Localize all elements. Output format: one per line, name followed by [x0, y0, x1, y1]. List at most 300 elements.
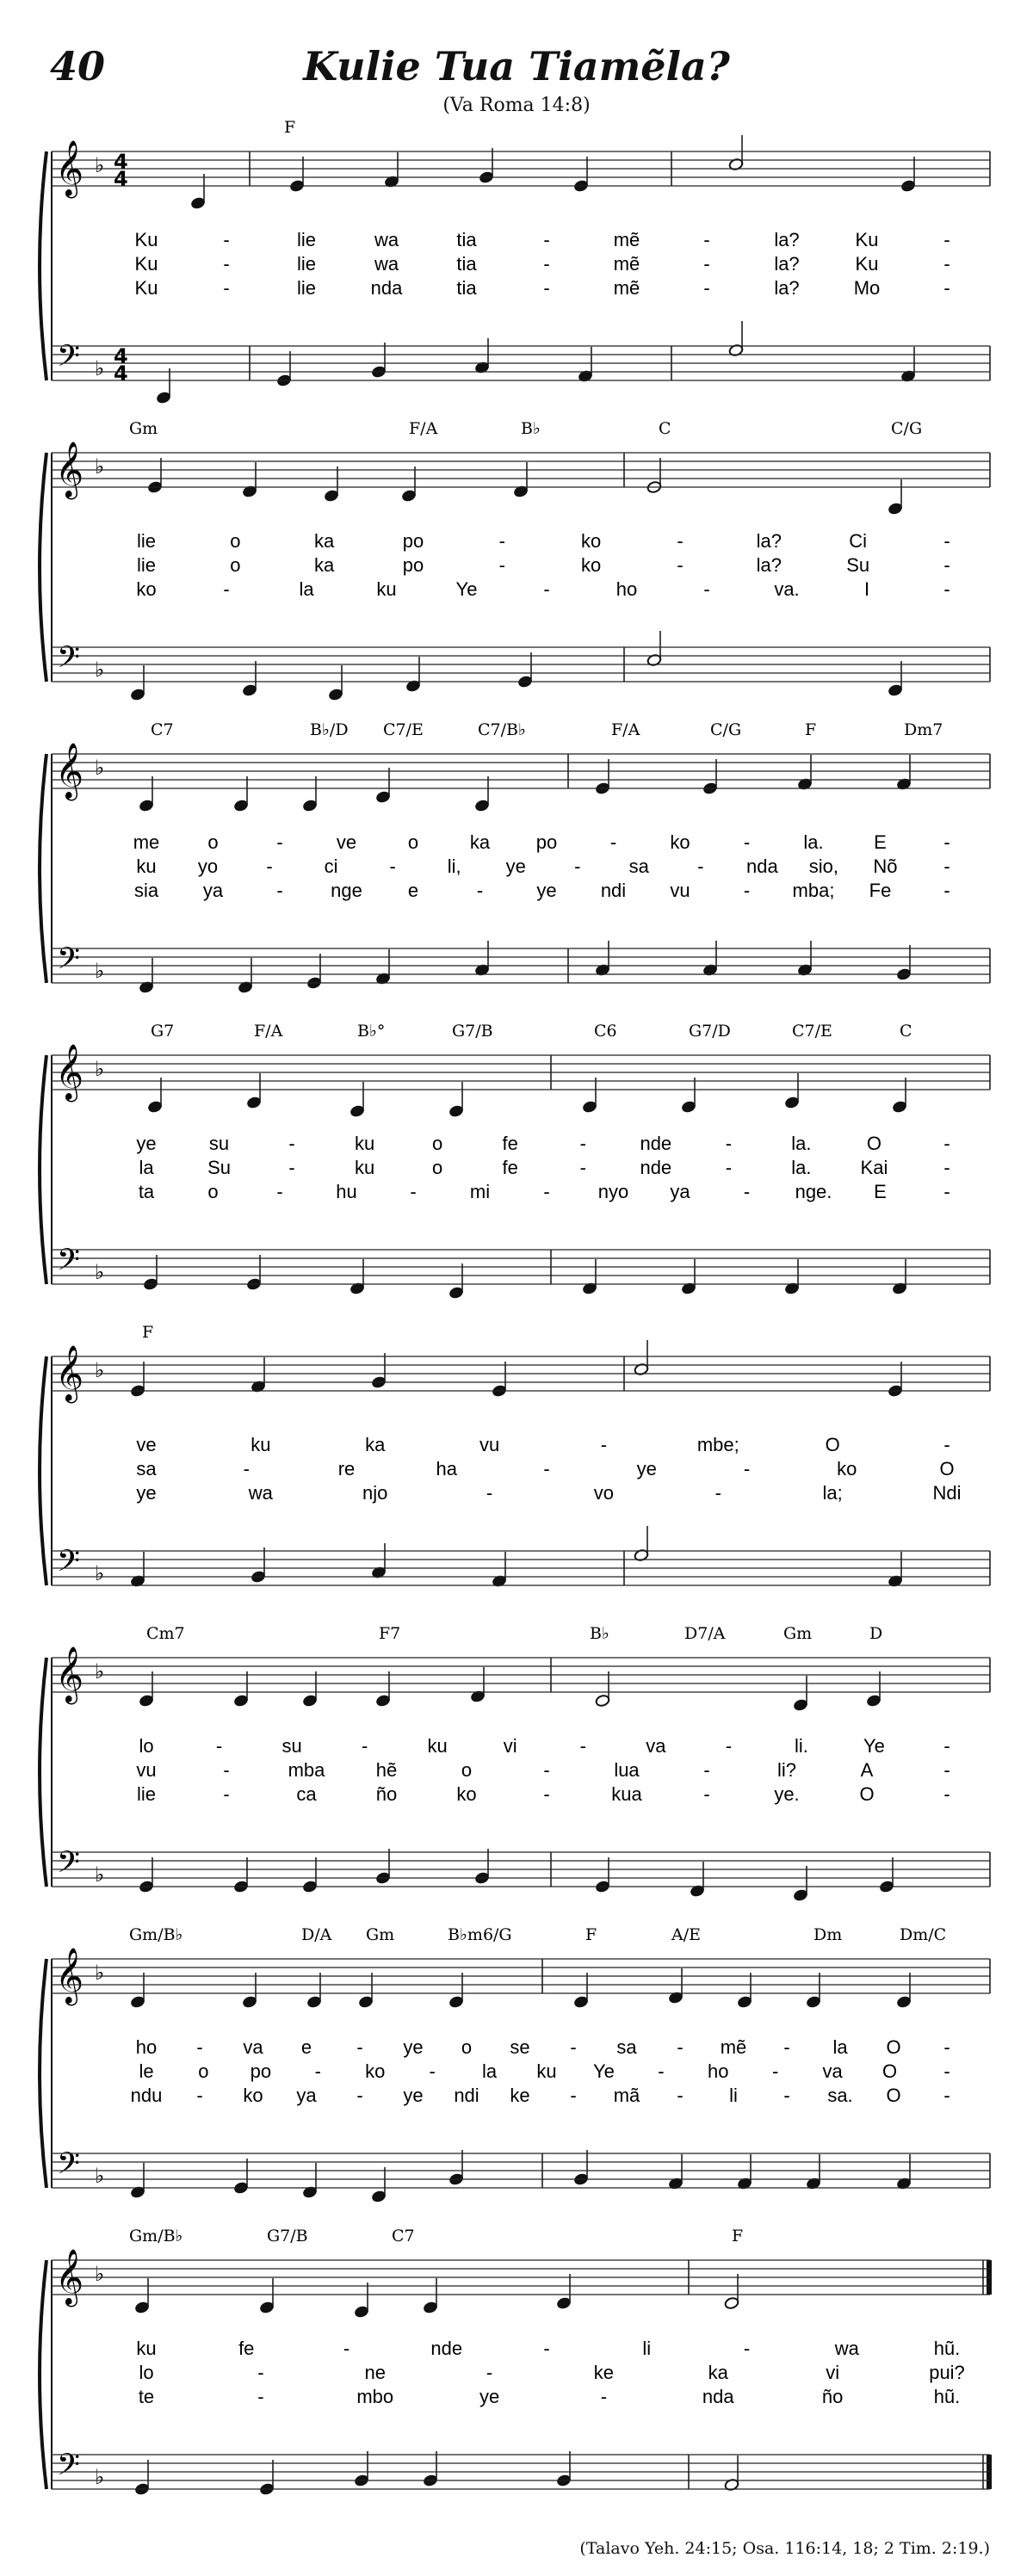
lyric-syllable: lie [136, 530, 157, 552]
lyric-syllable: ño [821, 2386, 844, 2407]
lyric-syllable: ku [355, 1133, 375, 1154]
bass-clef: 𝄢 [57, 1844, 81, 1887]
key-signature-flat: ♭ [95, 2465, 105, 2489]
lyric-syllable: re [337, 1458, 356, 1480]
lyric-hyphen: - [543, 578, 550, 600]
lyric-syllable: fe [502, 1133, 518, 1154]
lyric-syllable: ye. [774, 1783, 800, 1805]
lyric-hyphen: - [543, 2338, 550, 2359]
lyric-hyphen: - [486, 1482, 493, 1504]
lyric-syllable: e [300, 2036, 312, 2058]
lyric-syllable: li, [447, 856, 461, 877]
bass-staff [52, 1551, 990, 1585]
brace [40, 1055, 46, 1284]
key-signature-flat: ♭ [95, 1961, 105, 1985]
lyric-hyphen: - [943, 880, 950, 901]
lyric-hyphen: - [288, 1157, 295, 1178]
lyric-syllable: o [461, 1759, 473, 1781]
lyric-syllable: sa [616, 2036, 637, 2058]
lyric-syllable: mba; [792, 880, 835, 901]
lyric-hyphen: - [943, 253, 950, 275]
lyric-syllable: o [207, 1181, 219, 1202]
lyric-hyphen: - [783, 2085, 790, 2106]
lyric-syllable: la. [791, 1133, 812, 1154]
chord-symbol: Dm7 [904, 720, 943, 739]
chord-symbol: F [732, 2227, 744, 2246]
lyric-syllable: ño [375, 1783, 398, 1805]
lyric-syllable: Ku [134, 253, 158, 275]
treble-staff [52, 1055, 990, 1090]
page-number: 40 [50, 43, 106, 90]
bass-clef: 𝄢 [57, 639, 81, 682]
lyric-syllable: ko [670, 831, 690, 853]
lyric-syllable: mbe; [696, 1434, 739, 1455]
chord-symbol: C [900, 1022, 912, 1041]
lyric-syllable: Su [207, 1157, 232, 1178]
lyric-syllable: pui? [929, 2362, 965, 2383]
lyric-syllable: sa [136, 1458, 157, 1480]
lyric-hyphen: - [288, 1133, 295, 1154]
lyric-syllable: le [139, 2060, 154, 2082]
lyric-syllable: sa. [827, 2085, 853, 2106]
lyric-hyphen: - [609, 831, 617, 853]
bass-staff [52, 1852, 990, 1887]
key-signature-flat: ♭ [95, 1057, 105, 1081]
lyric-hyphen: - [266, 856, 273, 877]
lyric-syllable: O [886, 2085, 901, 2106]
lyric-syllable: ko [837, 1458, 857, 1480]
chord-symbol: Dm/C [900, 1925, 947, 1944]
treble-clef: 𝄞 [55, 2249, 84, 2305]
lyric-hyphen: - [343, 2338, 350, 2359]
lyric-syllable: ca [296, 1783, 317, 1805]
lyric-hyphen: - [943, 1783, 950, 1805]
lyric-hyphen: - [703, 277, 710, 299]
lyric-syllable: lie [296, 229, 317, 250]
chord-symbol: Cm7 [146, 1624, 185, 1643]
key-signature-flat: ♭ [95, 1863, 105, 1887]
chord-symbol: D/A [301, 1925, 332, 1944]
lyric-hyphen: - [703, 229, 710, 250]
lyric-syllable: lie [136, 1783, 157, 1805]
key-signature-flat: ♭ [95, 454, 105, 479]
time-signature-treble: 4 [114, 150, 128, 174]
lyric-syllable: la? [756, 554, 782, 576]
lyric-syllable: po [402, 554, 424, 576]
lyric-hyphen: - [743, 880, 751, 901]
bass-clef: 𝄢 [57, 1543, 81, 1585]
chord-symbol: F/A [254, 1022, 283, 1041]
lyric-syllable: nge [331, 880, 362, 901]
lyric-hyphen: - [486, 2362, 493, 2383]
treble-staff [52, 1959, 990, 1993]
lyric-syllable: Ye [863, 1735, 885, 1757]
treble-clef: 𝄞 [55, 743, 84, 799]
lyric-syllable: O [825, 1434, 840, 1455]
lyric-hyphen: - [543, 277, 550, 299]
lyric-syllable: ku [355, 1157, 375, 1178]
chord-symbol: Gm [129, 419, 158, 438]
lyric-syllable: nda [746, 856, 778, 877]
chord-symbol: C7 [392, 2227, 415, 2246]
bass-staff [52, 2455, 990, 2489]
lyric-syllable: ya [296, 2085, 317, 2106]
lyric-hyphen: - [703, 253, 710, 275]
chord-symbol: G7/B [267, 2227, 308, 2246]
chord-symbol: F [284, 118, 296, 137]
system [40, 118, 990, 405]
bass-staff [52, 346, 990, 380]
lyric-syllable: wa [374, 253, 399, 275]
lyric-syllable: njo [362, 1482, 388, 1504]
treble-clef: 𝄞 [55, 1646, 84, 1702]
lyric-syllable: A [860, 1759, 874, 1781]
bass-staff [52, 948, 990, 983]
footer-references: (Talavo Yeh. 24:15; Osa. 116:14, 18; 2 Tim. 2:19.) [579, 2539, 990, 2558]
lyric-syllable: su [208, 1133, 230, 1154]
lyric-hyphen: - [223, 229, 230, 250]
lyric-syllable: se [510, 2036, 530, 2058]
lyric-syllable: nyo [597, 1181, 629, 1202]
lyric-syllable: vo [593, 1482, 615, 1504]
lyric-hyphen: - [943, 1735, 950, 1757]
chord-symbol: F/A [611, 720, 640, 739]
lyric-hyphen: - [579, 1735, 586, 1757]
lyric-syllable: o [407, 831, 419, 853]
lyric-syllable: hũ. [933, 2338, 961, 2359]
chord-symbol: Gm/B♭ [129, 1925, 183, 1944]
chord-symbol: D7/A [684, 1624, 726, 1643]
chord-symbol: Gm [366, 1925, 395, 1944]
lyric-syllable: vu [479, 1434, 500, 1455]
lyric-hyphen: - [476, 880, 484, 901]
treble-staff [52, 1658, 990, 1692]
lyric-syllable: Ku [855, 229, 879, 250]
chord-symbol: C7/E [383, 720, 424, 739]
key-signature-flat: ♭ [95, 2262, 105, 2286]
lyric-hyphen: - [725, 1735, 733, 1757]
lyric-syllable: va [646, 1735, 666, 1757]
lyric-syllable: ka [314, 530, 335, 552]
key-signature-flat: ♭ [95, 2164, 105, 2188]
lyric-syllable: po [402, 530, 424, 552]
lyric-syllable: ye [136, 1482, 157, 1504]
lyric-syllable: nde [640, 1157, 672, 1178]
lyric-syllable: wa [248, 1482, 273, 1504]
lyric-syllable: la [832, 2036, 848, 2058]
scripture-reference: (Va Roma 14:8) [442, 95, 591, 116]
lyric-syllable: ka [708, 2362, 728, 2383]
lyric-hyphen: - [943, 554, 950, 576]
lyric-hyphen: - [697, 856, 704, 877]
key-signature-flat: ♭ [95, 1561, 105, 1585]
brace [40, 1356, 46, 1585]
lyric-hyphen: - [943, 277, 950, 299]
lyric-syllable: po [250, 2060, 272, 2082]
lyric-syllable: ku [251, 1434, 271, 1455]
lyric-syllable: la; [822, 1482, 843, 1504]
chord-symbol: C6 [594, 1022, 617, 1041]
lyric-syllable: lie [296, 253, 317, 275]
lyric-syllable: ka [314, 554, 335, 576]
brace [40, 151, 46, 380]
lyric-syllable: Ku [855, 253, 879, 275]
lyric-syllable: Kai [860, 1157, 888, 1178]
lyric-hyphen: - [543, 1783, 550, 1805]
lyric-syllable: o [207, 831, 219, 853]
lyric-syllable: ta [138, 1181, 155, 1202]
lyric-syllable: la? [774, 229, 800, 250]
chord-symbol: C [659, 419, 671, 438]
bass-staff [52, 2153, 990, 2188]
treble-staff [52, 754, 990, 788]
lyric-syllable: ku [136, 856, 157, 877]
lyric-syllable: nda [370, 277, 403, 299]
lyric-syllable: Mo [853, 277, 881, 299]
lyric-syllable: ku [376, 578, 397, 600]
lyric-hyphen: - [543, 253, 550, 275]
lyric-hyphen: - [658, 2060, 665, 2082]
lyric-syllable: me [133, 831, 160, 853]
lyric-hyphen: - [943, 229, 950, 250]
treble-clef: 𝄞 [55, 1948, 84, 2004]
lyric-syllable: vu [136, 1759, 157, 1781]
lyric-syllable: mi [469, 1181, 491, 1202]
lyric-hyphen: - [543, 229, 550, 250]
treble-staff [52, 2260, 990, 2295]
lyric-hyphen: - [574, 856, 581, 877]
lyric-syllable: ka [365, 1434, 386, 1455]
lyric-syllable: ku [536, 2060, 557, 2082]
chord-symbol: F [805, 720, 817, 739]
brace [40, 1658, 46, 1887]
lyric-hyphen: - [570, 2085, 577, 2106]
lyric-hyphen: - [943, 1157, 950, 1178]
brace [40, 453, 46, 682]
lyric-syllable: vu [670, 880, 690, 901]
lyric-hyphen: - [743, 1458, 751, 1480]
lyric-syllable: ke [510, 2085, 530, 2106]
lyric-syllable: sia [133, 880, 159, 901]
lyric-syllable: ye [403, 2085, 424, 2106]
lyric-hyphen: - [498, 554, 505, 576]
lyric-syllable: fe [238, 2338, 255, 2359]
lyric-hyphen: - [356, 2085, 363, 2106]
lyric-syllable: hẽ [375, 1759, 398, 1781]
lyric-syllable: ya [202, 880, 224, 901]
lyric-syllable: nde [430, 2338, 463, 2359]
system [40, 2227, 992, 2496]
bass-staff [52, 647, 990, 682]
lyric-syllable: ke [593, 2362, 615, 2383]
chord-symbol: C7 [151, 720, 174, 739]
lyric-syllable: la. [803, 831, 824, 853]
lyric-hyphen: - [600, 1434, 608, 1455]
lyric-syllable: ye [136, 1133, 157, 1154]
lyric-hyphen: - [943, 1434, 950, 1455]
chord-symbol: Gm/B♭ [129, 2227, 183, 2246]
lyric-syllable: ndi [600, 880, 627, 901]
lyric-hyphen: - [257, 2362, 264, 2383]
chord-symbol: C/G [710, 720, 742, 739]
lyric-syllable: lo [139, 1735, 154, 1757]
treble-clef: 𝄞 [55, 1044, 84, 1100]
lyric-syllable: E [874, 1181, 887, 1202]
lyric-syllable: yo [197, 856, 219, 877]
lyric-syllable: ha [436, 1458, 457, 1480]
lyric-syllable: vi [826, 2362, 840, 2383]
lyric-hyphen: - [215, 1735, 223, 1757]
time-signature-treble: 4 [114, 167, 128, 191]
lyric-hyphen: - [943, 1133, 950, 1154]
lyric-syllable: la? [756, 530, 782, 552]
lyric-syllable: ne [364, 2362, 386, 2383]
lyric-syllable: ye [505, 856, 526, 877]
lyric-hyphen: - [243, 1458, 250, 1480]
time-signature-bass: 4 [114, 344, 128, 368]
lyric-hyphen: - [543, 1759, 550, 1781]
lyric-syllable: hu [336, 1181, 357, 1202]
lyric-syllable: lie [296, 277, 317, 299]
lyric-syllable: vi [503, 1735, 517, 1757]
lyric-syllable: sio, [808, 856, 839, 877]
lyric-syllable: ko [243, 2085, 263, 2106]
lyric-syllable: li [642, 2338, 652, 2359]
treble-clef: 𝄞 [55, 442, 84, 497]
brace [40, 754, 46, 983]
lyric-syllable: Su [846, 554, 870, 576]
chord-symbol: D [869, 1624, 883, 1643]
lyric-syllable: mẽ [720, 2036, 747, 2058]
lyric-hyphen: - [783, 2036, 790, 2058]
lyric-syllable: ko [456, 1783, 477, 1805]
lyric-hyphen: - [677, 530, 684, 552]
chord-symbol: F [585, 1925, 597, 1944]
lyric-syllable: va [243, 2036, 263, 2058]
lyric-hyphen: - [276, 831, 283, 853]
lyric-syllable: ve [336, 831, 357, 853]
chord-symbol: B♭ [590, 1624, 609, 1643]
lyric-syllable: ye [636, 1458, 657, 1480]
lyric-hyphen: - [356, 2036, 363, 2058]
chord-symbol: F [142, 1323, 154, 1342]
chord-symbol: B♭° [357, 1022, 386, 1041]
lyric-syllable: ku [427, 1735, 448, 1757]
lyric-syllable: nde [640, 1133, 672, 1154]
lyric-syllable: lie [136, 554, 157, 576]
lyric-syllable: ya [670, 1181, 690, 1202]
bass-clef: 𝄢 [57, 2146, 81, 2188]
bass-clef: 𝄢 [57, 1242, 81, 1284]
lyric-hyphen: - [943, 578, 950, 600]
chord-symbol: B♭/D [310, 720, 349, 739]
lyric-syllable: tia [456, 277, 477, 299]
lyric-syllable: Ci [849, 530, 868, 552]
lyric-syllable: Ye [455, 578, 478, 600]
bass-staff [52, 1250, 990, 1284]
lyric-syllable: ko [581, 554, 602, 576]
lyric-hyphen: - [570, 2036, 577, 2058]
lyric-syllable: O [859, 1783, 875, 1805]
lyric-syllable: la? [774, 277, 800, 299]
lyric-syllable: I [863, 578, 870, 600]
lyric-syllable: Ndi [932, 1482, 962, 1504]
hymn-title: Kulie Tua Tiamẽla? [303, 43, 730, 90]
lyric-hyphen: - [579, 1133, 586, 1154]
lyric-syllable: o [461, 2036, 473, 2058]
key-signature-flat: ♭ [95, 1659, 105, 1683]
lyric-syllable: lo [139, 2362, 154, 2383]
lyric-hyphen: - [677, 2036, 684, 2058]
lyric-syllable: su [281, 1735, 302, 1757]
bass-clef: 𝄢 [57, 338, 81, 380]
lyric-syllable: Fe [869, 880, 892, 901]
lyric-syllable: mẽ [613, 229, 640, 250]
lyric-hyphen: - [943, 831, 950, 853]
lyric-hyphen: - [223, 578, 230, 600]
chord-symbol: G7/D [689, 1022, 731, 1041]
lyric-syllable: ka [469, 831, 491, 853]
lyric-syllable: O [886, 2036, 901, 2058]
lyric-syllable: ku [136, 2338, 157, 2359]
key-signature-flat: ♭ [95, 959, 105, 983]
chord-symbol: Dm [813, 1925, 843, 1944]
lyric-hyphen: - [223, 277, 230, 299]
lyric-hyphen: - [429, 2060, 436, 2082]
lyric-hyphen: - [223, 1759, 230, 1781]
lyric-syllable: lua [614, 1759, 640, 1781]
lyric-syllable: E [874, 831, 887, 853]
lyric-syllable: la [482, 2060, 498, 2082]
lyric-syllable: ko [136, 578, 157, 600]
lyric-syllable: ci [324, 856, 338, 877]
brace [40, 1959, 46, 2188]
lyric-syllable: ndi [454, 2085, 479, 2106]
lyric-hyphen: - [943, 2036, 950, 2058]
lyric-syllable: ndu [130, 2085, 163, 2106]
lyric-syllable: Nõ [873, 856, 898, 877]
treble-staff [52, 151, 990, 186]
key-signature-flat: ♭ [95, 1260, 105, 1284]
lyric-hyphen: - [276, 1181, 283, 1202]
lyric-hyphen: - [714, 1482, 721, 1504]
lyric-hyphen: - [677, 2085, 684, 2106]
lyric-hyphen: - [703, 1783, 710, 1805]
lyric-syllable: kua [611, 1783, 642, 1805]
lyric-syllable: o [230, 530, 241, 552]
lyric-syllable: li [729, 2085, 738, 2106]
lyric-hyphen: - [579, 1157, 586, 1178]
lyric-syllable: O [939, 1458, 955, 1480]
chord-symbol: F7 [379, 1624, 401, 1643]
lyric-hyphen: - [543, 1458, 550, 1480]
lyric-hyphen: - [772, 2060, 779, 2082]
lyric-hyphen: - [276, 880, 283, 901]
lyric-syllable: te [138, 2386, 155, 2407]
lyric-syllable: mẽ [613, 253, 640, 275]
lyric-syllable: wa [834, 2338, 859, 2359]
key-signature-flat: ♭ [95, 356, 105, 380]
lyric-hyphen: - [600, 2386, 608, 2407]
chord-symbol: Gm [783, 1624, 813, 1643]
lyric-syllable: tia [456, 229, 477, 250]
chord-symbol: G7/B [452, 1022, 493, 1041]
chord-symbol: C7/E [792, 1022, 832, 1041]
lyric-syllable: e [407, 880, 419, 901]
lyric-hyphen: - [943, 1759, 950, 1781]
lyric-syllable: li? [776, 1759, 797, 1781]
lyric-syllable: la. [791, 1157, 812, 1178]
